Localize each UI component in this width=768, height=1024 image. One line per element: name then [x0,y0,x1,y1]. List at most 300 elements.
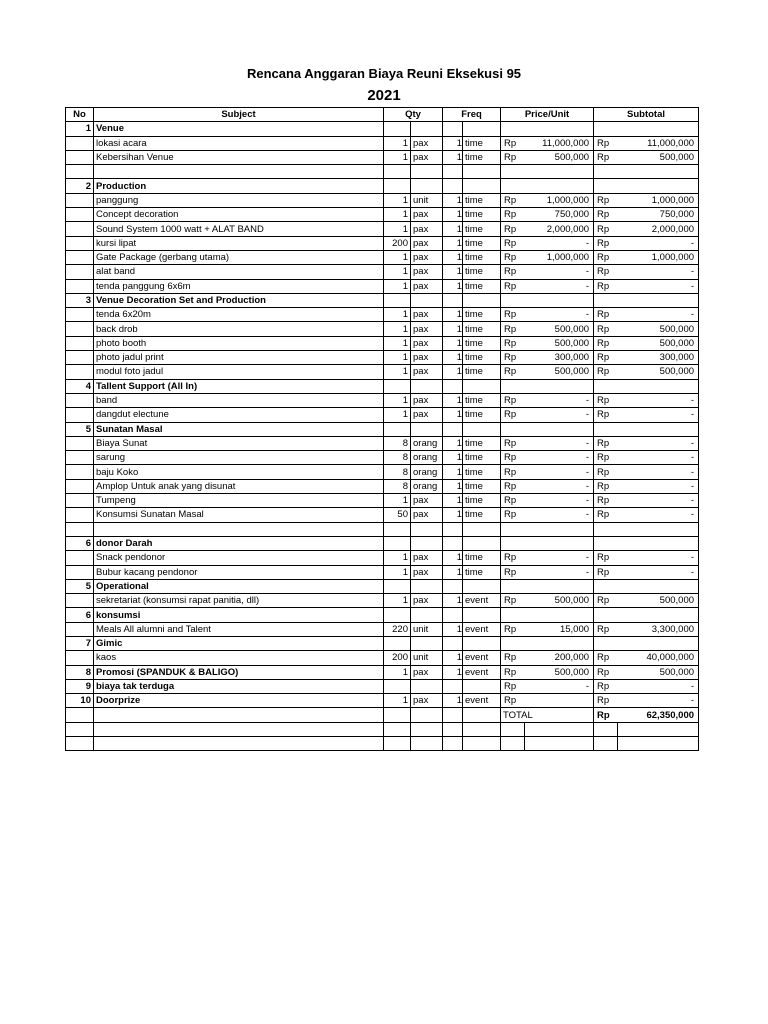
row-qty: 8 [384,479,411,493]
table-row [66,136,699,150]
table-row [66,594,699,608]
row-freq [443,379,463,393]
row-freq-unit: time [463,136,501,150]
row-freq-unit [463,536,501,550]
empty-cell [618,722,699,736]
row-freq [443,165,463,179]
row-price-currency [501,536,525,550]
row-qty: 1 [384,393,411,407]
empty-row [66,722,699,736]
row-freq: 1 [443,279,463,293]
table-body [66,122,699,751]
row-qty [384,165,411,179]
row-freq: 1 [443,150,463,164]
row-qty-unit: pax [411,694,443,708]
row-subtotal-value: 500,000 [618,365,699,379]
empty-cell [411,737,443,751]
row-subject: photo jadul print [94,351,384,365]
row-qty: 1 [384,551,411,565]
row-qty-unit: pax [411,408,443,422]
row-subject: Bubur kacang pendonor [94,565,384,579]
row-freq-unit: event [463,622,501,636]
row-qty: 1 [384,594,411,608]
row-subtotal-value [618,608,699,622]
row-number [66,365,94,379]
row-subtotal-currency: Rp [594,565,618,579]
row-price-value [525,165,594,179]
row-qty-unit [411,536,443,550]
category-row [66,608,699,622]
row-subject: kaos [94,651,384,665]
row-subtotal-currency: Rp [594,279,618,293]
row-price-value: 1,000,000 [525,193,594,207]
row-subtotal-currency: Rp [594,222,618,236]
row-freq-unit: time [463,494,501,508]
row-price-currency: Rp [501,551,525,565]
row-qty: 1 [384,150,411,164]
row-number [66,208,94,222]
table-row [66,265,699,279]
table-row [66,565,699,579]
row-qty-unit: orang [411,436,443,450]
row-price-currency: Rp [501,451,525,465]
row-price-currency: Rp [501,694,525,708]
row-price-currency: Rp [501,408,525,422]
row-price-value [525,536,594,550]
row-qty: 1 [384,694,411,708]
row-price-currency: Rp [501,665,525,679]
row-price-value: - [525,479,594,493]
row-qty [384,679,411,693]
row-subject [94,522,384,536]
row-subject: Konsumsi Sunatan Masal [94,508,384,522]
table-row [66,193,699,207]
row-price-currency: Rp [501,265,525,279]
table-row [66,308,699,322]
row-qty-unit: pax [411,150,443,164]
row-subtotal-value [618,636,699,650]
row-price-value: - [525,494,594,508]
row-qty [384,122,411,136]
row-qty: 1 [384,250,411,264]
table-row [66,436,699,450]
row-subject: Snack pendonor [94,551,384,565]
row-subtotal-currency: Rp [594,508,618,522]
row-subtotal-value: - [618,494,699,508]
empty-cell [443,722,463,736]
row-subject: biaya tak terduga [94,679,384,693]
row-subtotal-currency: Rp [594,665,618,679]
row-number [66,508,94,522]
row-price-value: - [525,565,594,579]
row-price-currency: Rp [501,651,525,665]
row-freq-unit: event [463,694,501,708]
row-freq: 1 [443,208,463,222]
empty-cell [525,737,594,751]
row-qty: 1 [384,193,411,207]
table-row [66,508,699,522]
row-freq-unit: time [463,551,501,565]
row-price-value [525,522,594,536]
row-qty: 8 [384,465,411,479]
row-subtotal-value: 500,000 [618,150,699,164]
row-freq: 1 [443,265,463,279]
row-qty: 1 [384,565,411,579]
row-freq: 1 [443,365,463,379]
row-price-value: 500,000 [525,594,594,608]
row-number: 5 [66,422,94,436]
row-subtotal-currency [594,608,618,622]
row-price-currency [501,522,525,536]
row-number [66,165,94,179]
row-number: 6 [66,608,94,622]
empty-cell [443,737,463,751]
row-subtotal-currency: Rp [594,150,618,164]
row-number: 2 [66,179,94,193]
row-subject: kursi lipat [94,236,384,250]
table-row [66,208,699,222]
row-subtotal-value: 500,000 [618,665,699,679]
row-freq: 1 [443,494,463,508]
row-number [66,351,94,365]
row-qty: 1 [384,322,411,336]
row-price-value: - [525,408,594,422]
row-subject: sarung [94,451,384,465]
row-subtotal-currency [594,522,618,536]
row-freq-unit [463,122,501,136]
row-qty-unit [411,579,443,593]
row-subtotal-currency: Rp [594,408,618,422]
table-row [66,393,699,407]
row-subtotal-currency: Rp [594,594,618,608]
row-price-currency: Rp [501,393,525,407]
row-subtotal-currency: Rp [594,622,618,636]
row-price-value: - [525,279,594,293]
row-freq: 1 [443,436,463,450]
row-subject: tenda panggung 6x6m [94,279,384,293]
row-number: 3 [66,293,94,307]
row-subtotal-value [618,165,699,179]
row-price-currency: Rp [501,222,525,236]
row-price-value [525,694,594,708]
row-subject: Biaya Sunat [94,436,384,450]
row-qty-unit: pax [411,136,443,150]
document-year: 2021 [367,87,401,104]
row-qty [384,536,411,550]
row-freq: 1 [443,393,463,407]
row-freq-unit [463,679,501,693]
row-price-value: 2,000,000 [525,222,594,236]
row-freq: 1 [443,551,463,565]
row-price-currency: Rp [501,508,525,522]
row-number [66,279,94,293]
table-row [66,551,699,565]
row-qty: 1 [384,351,411,365]
row-subject: Gate Package (gerbang utama) [94,250,384,264]
row-subject: Tumpeng [94,494,384,508]
row-freq-unit: time [463,351,501,365]
row-subtotal-value: - [618,679,699,693]
category-row [66,694,699,708]
row-price-currency: Rp [501,494,525,508]
row-subtotal-currency [594,122,618,136]
row-freq: 1 [443,508,463,522]
row-price-currency: Rp [501,365,525,379]
row-number [66,436,94,450]
row-price-currency: Rp [501,250,525,264]
row-subtotal-currency: Rp [594,393,618,407]
row-qty: 1 [384,665,411,679]
row-subtotal-value: - [618,265,699,279]
row-qty [384,379,411,393]
row-subtotal-value [618,179,699,193]
row-subtotal-currency: Rp [594,322,618,336]
row-price-value: 500,000 [525,336,594,350]
row-qty: 200 [384,236,411,250]
row-qty: 200 [384,651,411,665]
row-price-value [525,293,594,307]
row-qty [384,522,411,536]
table-row [66,365,699,379]
table-row [66,322,699,336]
category-row [66,665,699,679]
header-price: Price/Unit [501,108,594,122]
row-freq-unit [463,522,501,536]
row-freq-unit: time [463,265,501,279]
row-freq: 1 [443,651,463,665]
row-number [66,265,94,279]
row-freq-unit: time [463,222,501,236]
row-price-currency: Rp [501,465,525,479]
row-qty-unit [411,179,443,193]
row-price-currency [501,122,525,136]
row-freq: 1 [443,465,463,479]
row-price-value: - [525,436,594,450]
row-qty-unit: orang [411,479,443,493]
row-subtotal-value: - [618,308,699,322]
row-subject: Sound System 1000 watt + ALAT BAND [94,222,384,236]
row-qty: 1 [384,208,411,222]
row-number: 5 [66,579,94,593]
row-subject: baju Koko [94,465,384,479]
empty-cell [525,722,594,736]
row-subtotal-value: - [618,508,699,522]
row-price-currency [501,636,525,650]
row-price-currency [501,179,525,193]
row-qty-unit: unit [411,651,443,665]
row-qty-unit: orang [411,465,443,479]
row-subtotal-value: 40,000,000 [618,651,699,665]
row-subtotal-value: - [618,451,699,465]
row-subtotal-currency: Rp [594,365,618,379]
row-subtotal-currency [594,636,618,650]
row-freq: 1 [443,236,463,250]
row-freq-unit [463,379,501,393]
row-qty [384,293,411,307]
row-number: 6 [66,536,94,550]
row-qty [384,579,411,593]
row-subtotal-value: 3,300,000 [618,622,699,636]
table-row [66,351,699,365]
row-qty-unit: pax [411,265,443,279]
row-price-currency: Rp [501,336,525,350]
row-subject: Venue Decoration Set and Production [94,293,384,307]
table-row [66,451,699,465]
row-subtotal-currency [594,536,618,550]
row-subtotal-currency: Rp [594,436,618,450]
row-qty-unit: pax [411,351,443,365]
row-freq: 1 [443,322,463,336]
row-subject: back drob [94,322,384,336]
row-subtotal-currency [594,165,618,179]
table-row [66,236,699,250]
row-subtotal-value: 1,000,000 [618,193,699,207]
row-qty [384,422,411,436]
header-subtotal: Subtotal [594,108,699,122]
row-price-currency: Rp [501,308,525,322]
row-qty-unit: pax [411,365,443,379]
row-price-value: 15,000 [525,622,594,636]
row-number [66,408,94,422]
row-freq-unit: time [463,465,501,479]
row-number [66,308,94,322]
row-number [66,336,94,350]
row-qty: 1 [384,408,411,422]
row-qty-unit: pax [411,236,443,250]
row-subject [94,165,384,179]
row-freq: 1 [443,351,463,365]
row-freq: 1 [443,250,463,264]
row-subject: Concept decoration [94,208,384,222]
row-price-currency: Rp [501,479,525,493]
row-qty: 8 [384,436,411,450]
row-freq: 1 [443,622,463,636]
row-subtotal-currency: Rp [594,236,618,250]
row-freq-unit: time [463,479,501,493]
row-subject: dangdut electune [94,408,384,422]
category-row [66,179,699,193]
row-freq [443,579,463,593]
row-price-currency: Rp [501,150,525,164]
row-price-currency: Rp [501,679,525,693]
row-price-value: - [525,451,594,465]
row-qty-unit [411,122,443,136]
row-qty-unit: unit [411,193,443,207]
row-subtotal-currency: Rp [594,250,618,264]
row-subtotal-currency: Rp [594,651,618,665]
row-qty [384,179,411,193]
table-row [66,165,699,179]
row-subject: Venue [94,122,384,136]
row-qty-unit: pax [411,208,443,222]
row-subtotal-value [618,422,699,436]
row-qty-unit: pax [411,308,443,322]
row-freq: 1 [443,408,463,422]
row-qty-unit [411,679,443,693]
empty-cell [66,737,94,751]
row-qty-unit [411,608,443,622]
row-freq-unit [463,636,501,650]
row-qty-unit [411,636,443,650]
row-freq [443,293,463,307]
row-qty-unit [411,422,443,436]
row-freq-unit [463,293,501,307]
row-subtotal-currency [594,579,618,593]
row-price-currency [501,379,525,393]
empty-cell [66,722,94,736]
row-subtotal-currency: Rp [594,451,618,465]
row-number [66,393,94,407]
row-qty-unit: pax [411,336,443,350]
empty-cell [384,737,411,751]
row-price-currency: Rp [501,565,525,579]
row-price-value: 500,000 [525,665,594,679]
row-freq: 1 [443,336,463,350]
row-freq-unit: time [463,408,501,422]
row-subtotal-value: - [618,551,699,565]
row-subtotal-currency: Rp [594,351,618,365]
table-row [66,150,699,164]
row-subtotal-value: - [618,694,699,708]
row-qty-unit: pax [411,494,443,508]
row-subject: konsumsi [94,608,384,622]
row-freq: 1 [443,565,463,579]
row-subject: panggung [94,193,384,207]
row-subject: Meals All alumni and Talent [94,622,384,636]
category-row [66,422,699,436]
row-price-value: - [525,551,594,565]
row-freq-unit: time [463,393,501,407]
category-row [66,122,699,136]
empty-cell [618,737,699,751]
row-subtotal-value: 500,000 [618,594,699,608]
table-row [66,250,699,264]
row-freq: 1 [443,594,463,608]
row-freq: 1 [443,193,463,207]
category-row [66,636,699,650]
category-row [66,379,699,393]
row-freq-unit: time [463,436,501,450]
row-subject: modul foto jadul [94,365,384,379]
row-subtotal-value: 300,000 [618,351,699,365]
row-number: 10 [66,694,94,708]
row-freq-unit: event [463,651,501,665]
category-row [66,679,699,693]
row-number [66,479,94,493]
row-subtotal-value: 500,000 [618,322,699,336]
row-price-currency: Rp [501,193,525,207]
category-row [66,536,699,550]
category-row [66,579,699,593]
row-subtotal-currency: Rp [594,136,618,150]
row-price-value: - [525,508,594,522]
row-number: 9 [66,679,94,693]
row-qty: 1 [384,279,411,293]
row-qty [384,608,411,622]
row-qty: 1 [384,222,411,236]
row-freq-unit: time [463,236,501,250]
row-subtotal-value: 11,000,000 [618,136,699,150]
row-freq: 1 [443,136,463,150]
row-subject: photo booth [94,336,384,350]
row-freq-unit: time [463,208,501,222]
row-qty-unit: pax [411,279,443,293]
empty-cell [594,737,618,751]
row-freq-unit [463,422,501,436]
row-number [66,465,94,479]
empty-cell [463,722,501,736]
row-price-value: 200,000 [525,651,594,665]
